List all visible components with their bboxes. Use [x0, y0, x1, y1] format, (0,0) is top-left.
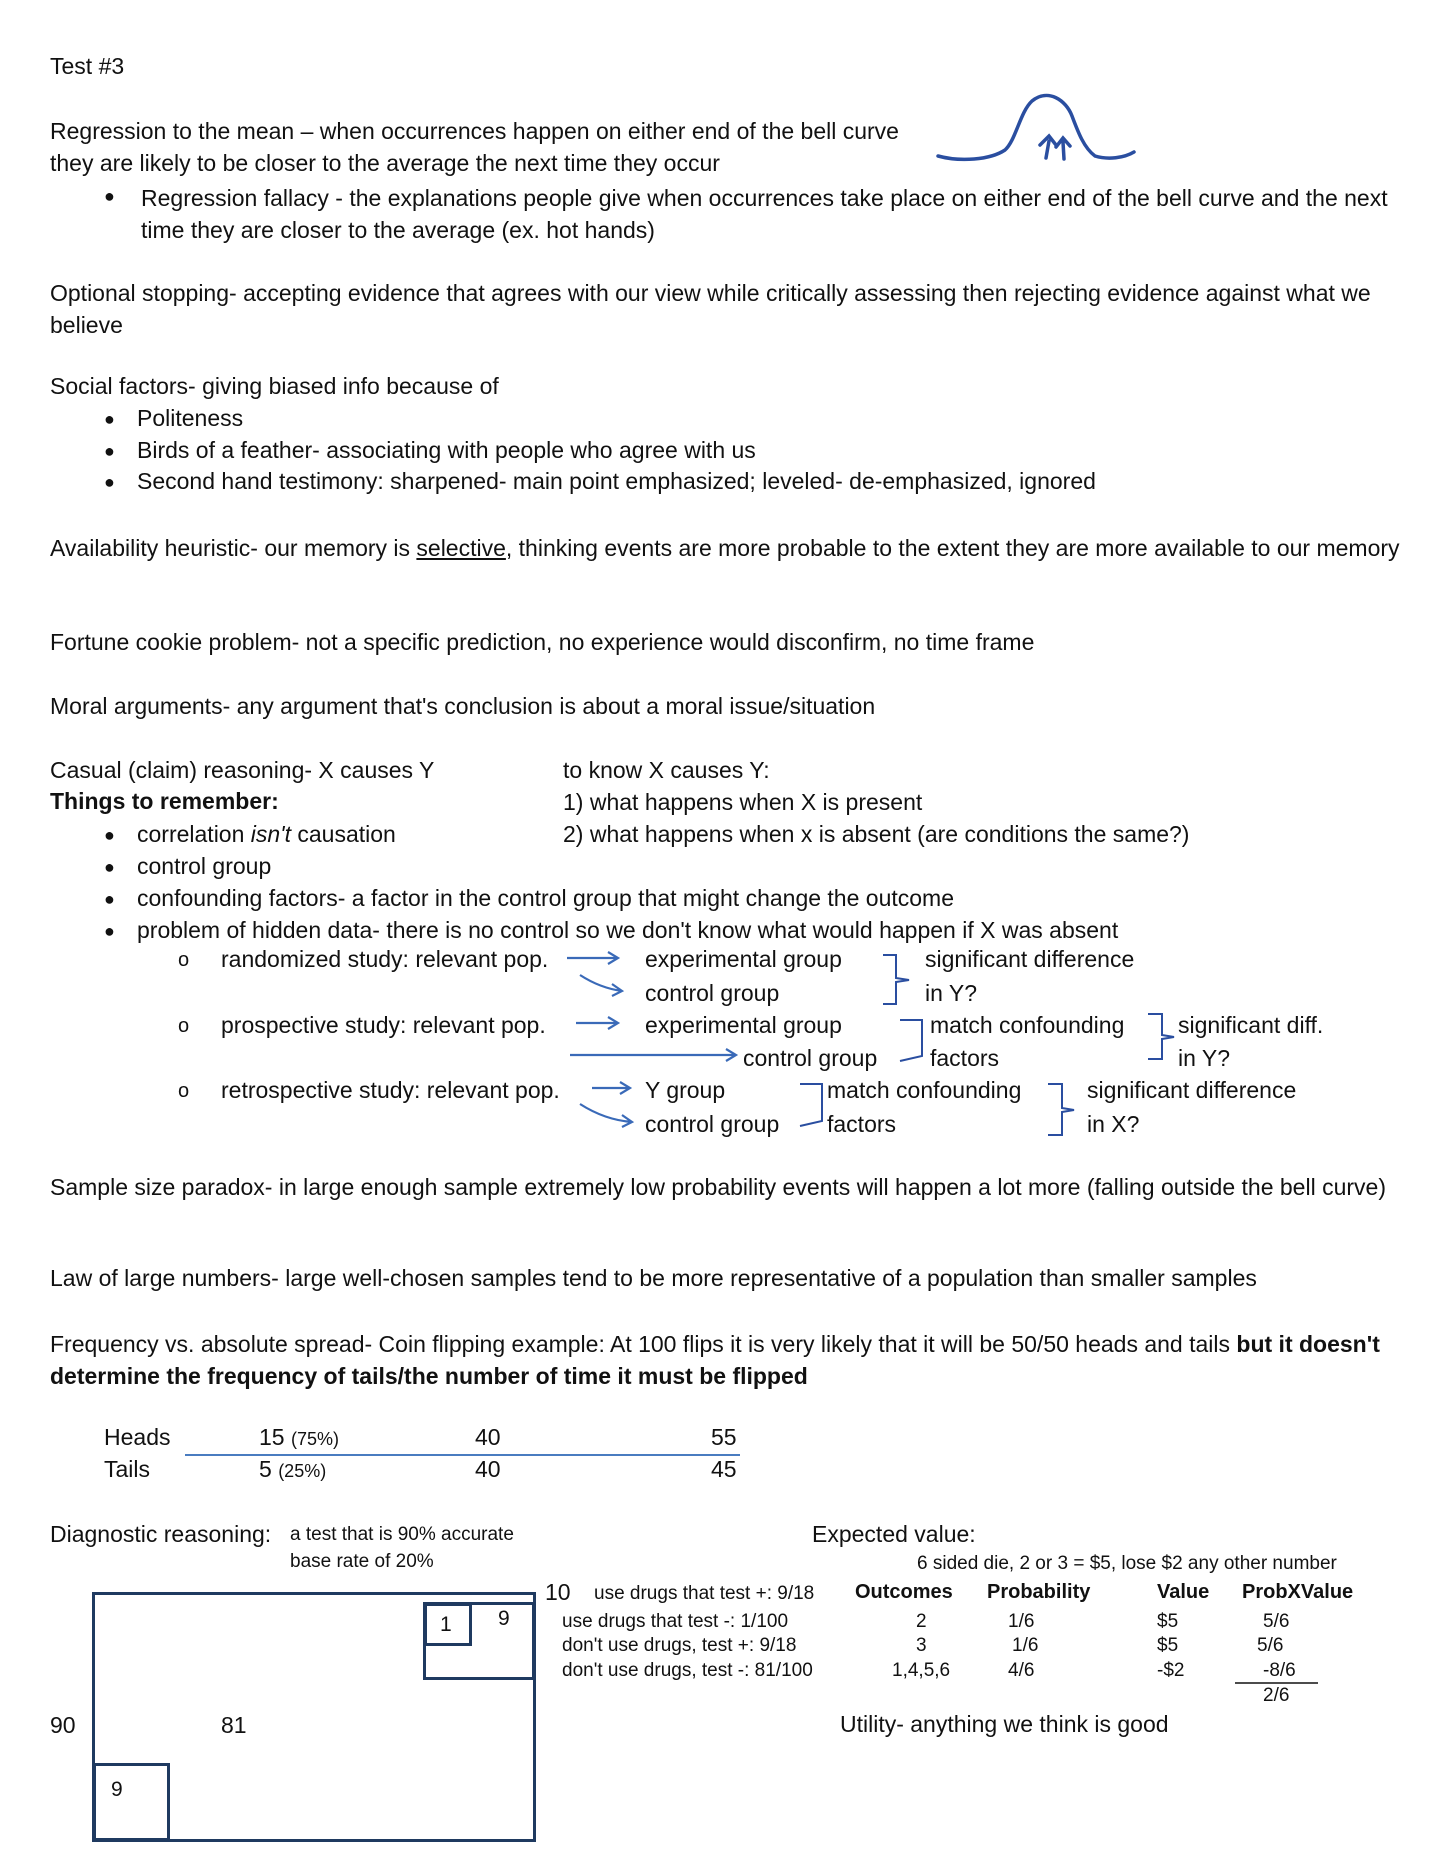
expected-cell: 3 [916, 1635, 927, 1656]
box-label-1: 1 [440, 1613, 452, 1636]
randomized-experimental: experimental group [645, 946, 842, 972]
expected-cell: 1/6 [1008, 1611, 1035, 1632]
bullet-marker: ● [104, 921, 115, 941]
prospective-experimental: experimental group [645, 1012, 842, 1038]
expected-cell: 5/6 [1263, 1611, 1290, 1632]
things-to-remember: Things to remember: [50, 788, 279, 814]
coin-row-label: Heads [104, 1424, 171, 1450]
diagnostic-line: don't use drugs, test -: 81/100 [562, 1660, 813, 1681]
expected-total: 2/6 [1263, 1685, 1290, 1706]
bullet-marker: ● [104, 186, 115, 206]
regression-line-1: Regression to the mean – when occurrences happen on either end of the bell curve [50, 118, 899, 144]
law-of-large-numbers: Law of large numbers- large well-chosen samples tend to be more representative of a population than smaller samples [50, 1265, 1257, 1291]
retrospective-label: retrospective study: relevant pop. [221, 1077, 560, 1103]
bullet-marker: ● [104, 409, 115, 429]
prospective-label: prospective study: relevant pop. [221, 1012, 546, 1038]
coin-cell: 40 [475, 1424, 501, 1450]
causal-bullet-1: correlation isn't causation [137, 821, 396, 847]
expected-description: 6 sided die, 2 or 3 = $5, lose $2 any other number [917, 1553, 1337, 1574]
sub-bullet-marker: o [178, 1015, 190, 1037]
bracket-icon [1048, 1084, 1074, 1135]
prospective-control: control group [743, 1045, 878, 1071]
sub-bullet-marker: o [178, 949, 190, 971]
randomized-label: randomized study: relevant pop. [221, 946, 549, 972]
randomized-result-2: in Y? [925, 980, 978, 1006]
page-title: Test #3 [50, 53, 125, 79]
social-item: Birds of a feather- associating with people who agree with us [137, 437, 756, 463]
sample-size-paradox: Sample size paradox- in large enough sample extremely low probability events will happen a lot more (falling outside the bell curve) [50, 1174, 1386, 1200]
moral-arguments: Moral arguments- any argument that's conclusion is about a moral issue/situation [50, 693, 876, 719]
causal-bullet-4: problem of hidden data- there is no control so we don't know what would happen if X was absent [137, 917, 1119, 943]
bullet-marker: ● [104, 857, 115, 877]
coin-cell: 55 [711, 1424, 737, 1450]
causal-right-heading: to know X causes Y: [563, 757, 770, 783]
expected-header: Value [1157, 1581, 1210, 1603]
box-label-81: 81 [221, 1712, 247, 1738]
prospective-result-2: in Y? [1178, 1045, 1231, 1071]
arrow-down-right-icon [580, 1104, 632, 1127]
social-heading: Social factors- giving biased info because of [50, 373, 499, 399]
causal-bullet-2: control group [137, 853, 272, 879]
diagnostic-line: use drugs that test +: 9/18 [594, 1583, 815, 1604]
expected-cell: -$2 [1157, 1660, 1185, 1681]
expected-cell: $5 [1157, 1611, 1179, 1632]
sub-bullet-marker: o [178, 1080, 190, 1102]
retrospective-control: control group [645, 1111, 780, 1137]
bracket-icon [900, 1020, 922, 1061]
diagnostic-heading: Diagnostic reasoning: [50, 1521, 272, 1547]
box-label-90: 90 [50, 1712, 76, 1738]
retrospective-result-1: significant difference [1087, 1077, 1297, 1103]
arrow-right-icon [567, 952, 618, 964]
optional-stopping: Optional stopping- accepting evidence that agrees with our view while critically assessing then rejecting evidence against what we believe [50, 280, 1371, 338]
frequency-vs-spread: Frequency vs. absolute spread- Coin flipping example: At 100 flips it is very likely that it will be 50/50 heads and tails but it doesn't determine the frequency of tails/the number of time it must be flipped [50, 1331, 1380, 1389]
social-item: Second hand testimony: sharpened- main point emphasized; leveled- de-emphasized, ignored [137, 468, 1096, 494]
diagnostic-10: 10 [545, 1579, 571, 1605]
arrow-right-icon [592, 1082, 630, 1094]
prospective-match-2: factors [930, 1045, 1000, 1071]
social-item: Politeness [137, 405, 244, 431]
expected-cell: 4/6 [1008, 1660, 1035, 1681]
expected-cell: 1/6 [1012, 1635, 1039, 1656]
diagnostic-box-bottom [93, 1763, 170, 1841]
diagnostic-line: use drugs that test -: 1/100 [562, 1611, 789, 1632]
arrow-right-icon [576, 1017, 618, 1029]
arrow-up-icon [1056, 138, 1070, 159]
causal-right-2: 2) what happens when x is absent (are conditions the same?) [563, 821, 1190, 847]
expected-header: ProbXValue [1242, 1581, 1354, 1603]
fortune-cookie: Fortune cookie problem- not a specific prediction, no experience would disconfirm, no time frame [50, 629, 1035, 655]
diagnostic-line: don't use drugs, test +: 9/18 [562, 1635, 797, 1656]
retrospective-y-group: Y group [645, 1077, 726, 1103]
expected-cell: $5 [1157, 1635, 1179, 1656]
causal-heading: Casual (claim) reasoning- X causes Y [50, 757, 435, 783]
bracket-icon [883, 955, 909, 1004]
box-label-9-top: 9 [498, 1607, 510, 1630]
bracket-icon [800, 1084, 822, 1126]
retrospective-match-2: factors [827, 1111, 897, 1137]
bullet-marker: ● [104, 441, 115, 461]
bracket-icon [1148, 1014, 1174, 1059]
arrow-down-right-icon [580, 975, 622, 996]
expected-cell: 1,4,5,6 [892, 1660, 951, 1681]
causal-bullet-3: confounding factors- a factor in the control group that might change the outcome [137, 885, 954, 911]
bell-curve-icon [938, 95, 1134, 159]
retrospective-result-2: in X? [1087, 1111, 1140, 1137]
regression-fallacy: Regression fallacy - the explanations people give when occurrences take place on either end of the bell curve and the next time they are closer to the average (ex. hot hands) [141, 185, 1388, 243]
availability-heuristic: Availability heuristic- our memory is selective, thinking events are more probable to the extent they are more available to our memory [50, 535, 1400, 561]
retrospective-match-1: match confounding [827, 1077, 1022, 1103]
causal-right-1: 1) what happens when X is present [563, 789, 923, 815]
regression-line-2: they are likely to be closer to the average the next time they occur [50, 150, 720, 176]
coin-row-label: Tails [104, 1456, 151, 1482]
arrow-up-icon [1040, 136, 1056, 158]
coin-cell: 40 [475, 1456, 501, 1482]
randomized-result-1: significant difference [925, 946, 1135, 972]
coin-cell: 45 [711, 1456, 737, 1482]
box-label-9-bottom: 9 [111, 1778, 123, 1801]
diagnostic-note-1: a test that is 90% accurate [290, 1524, 514, 1545]
expected-cell: -8/6 [1263, 1660, 1296, 1681]
expected-header: Probability [987, 1581, 1091, 1603]
randomized-control: control group [645, 980, 780, 1006]
prospective-match-1: match confounding [930, 1012, 1125, 1038]
bullet-marker: ● [104, 472, 115, 492]
expected-heading: Expected value: [812, 1521, 976, 1547]
bullet-marker: ● [104, 825, 115, 845]
expected-header: Outcomes [855, 1581, 953, 1603]
prospective-result-1: significant diff. [1178, 1012, 1324, 1038]
bullet-marker: ● [104, 889, 115, 909]
expected-cell: 2 [916, 1611, 927, 1632]
utility-definition: Utility- anything we think is good [840, 1711, 1169, 1737]
expected-cell: 5/6 [1257, 1635, 1284, 1656]
coin-cell: 15 (75%) [259, 1424, 339, 1450]
arrow-right-icon [570, 1049, 736, 1061]
diagnostic-note-2: base rate of 20% [290, 1551, 434, 1572]
coin-cell: 5 (25%) [259, 1456, 327, 1482]
